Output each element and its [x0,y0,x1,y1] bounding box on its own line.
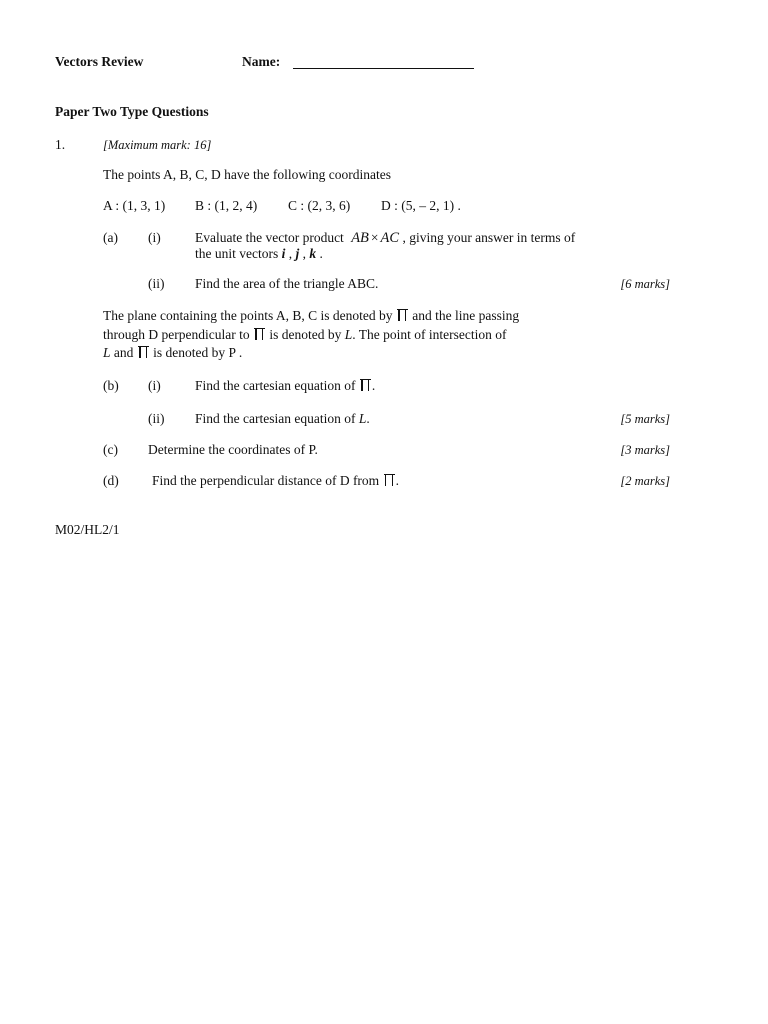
unit-vector-k: k [309,246,317,261]
name-label: Name: [242,54,281,69]
plane-para-line2: through D perpendicular to is denoted by L. The point of intersection of [103,327,507,342]
pi-symbol [384,474,395,486]
part-a-i-text-line2: the unit vectors i , j , k . [195,246,323,261]
part-b-marks: [5 marks] [620,412,670,426]
point-c: C : (2, 3, 6) [288,198,351,213]
point-a: A : (1, 3, 1) [103,198,166,213]
part-d-label: (d) [103,473,119,488]
plane-para-line3: L and is denoted by P . [103,345,243,360]
question-number: 1. [55,137,66,152]
unit-vector-j: j [295,246,300,261]
part-c-marks: [3 marks] [620,443,670,457]
pi-symbol [397,309,408,321]
part-b-ii-label: (ii) [148,411,165,426]
point-d: D : (5, – 2, 1) . [381,198,461,213]
vector-ab: AB [351,230,369,246]
part-a-ii-label: (ii) [148,276,165,291]
part-a-i-label: (i) [148,230,161,245]
part-d-text: Find the perpendicular distance of D from . [152,473,399,488]
unit-vector-i: i [281,246,286,261]
part-b-label: (b) [103,378,119,393]
doc-title: Vectors Review [55,54,144,69]
part-a-marks: [6 marks] [620,277,670,291]
point-b: B : (1, 2, 4) [195,198,258,213]
max-mark: [Maximum mark: 16] [103,138,212,152]
section-title: Paper Two Type Questions [55,104,209,119]
part-a-label: (a) [103,230,118,245]
name-blank-line [293,68,474,69]
part-b-ii-text: Find the cartesian equation of L. [195,411,370,426]
part-c-text: Determine the coordinates of P. [148,442,318,457]
part-d-marks: [2 marks] [620,474,670,488]
part-a-ii-text: Find the area of the triangle ABC. [195,276,379,291]
part-b-i-text: Find the cartesian equation of . [195,378,376,393]
part-b-i-label: (i) [148,378,161,393]
paper-reference: M02/HL2/1 [55,522,120,537]
pi-symbol [360,379,371,391]
intro-text: The points A, B, C, D have the following coordinates [103,167,391,182]
pi-symbol [138,346,149,358]
plane-para-line1: The plane containing the points A, B, C is denoted by and the line passing [103,308,520,323]
pi-symbol [254,328,265,340]
vector-ac: AC [380,230,400,246]
part-c-label: (c) [103,442,118,457]
part-a-i-text: Evaluate the vector product AB × AC , giving your answer in terms of [195,230,576,246]
